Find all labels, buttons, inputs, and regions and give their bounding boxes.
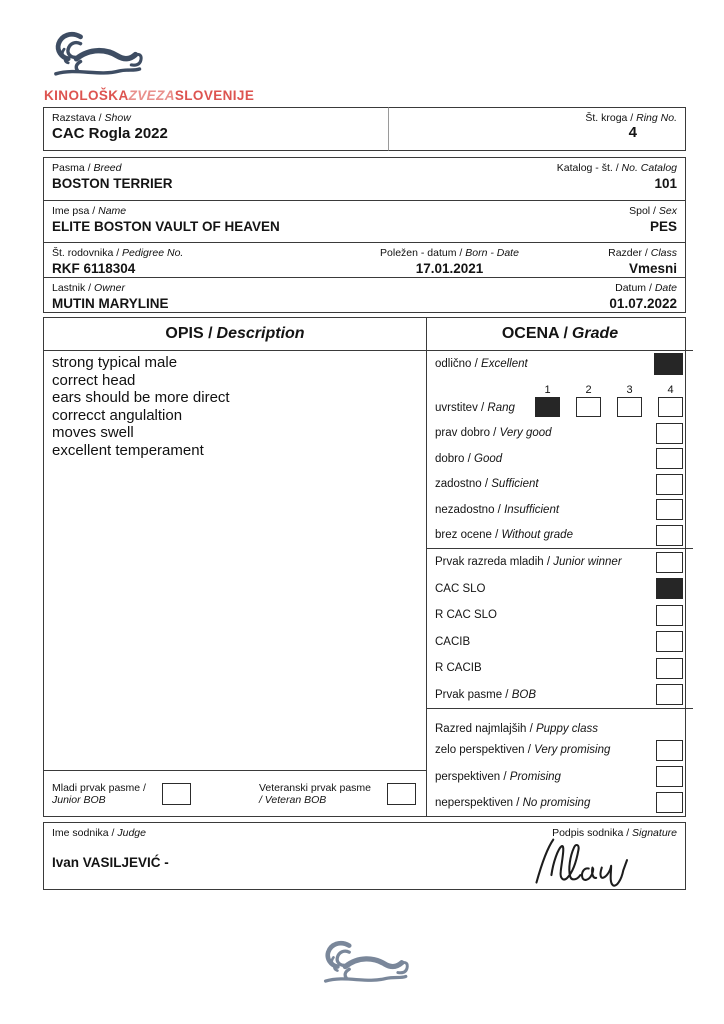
checkbox-excellent[interactable] [654,353,683,375]
excellent-label: odlično / Excellent [435,357,528,370]
dog-info-block [43,157,686,313]
class-label: Razder / Class [608,247,677,259]
grade-row-junior-winner [427,549,693,576]
good-label: dobro / Good [435,452,503,465]
dog-name-label: Ime psa / Name [52,205,127,217]
checkbox-bob[interactable] [656,684,683,705]
show-label: Razstava / Show [52,112,131,124]
catalog-label: Katalog - št. / No. Catalog [556,162,677,174]
checkbox-r-cac-slo[interactable] [656,605,683,626]
cacib-label: CACIB [435,635,471,648]
grade-row-excellent [427,351,693,377]
born-date-label: Poležen - datum / Born - Date [380,247,519,259]
rank-boxes [535,385,683,417]
checkbox-rank-3[interactable] [617,397,642,417]
description-line: moves swell [52,424,134,441]
checkbox-very-good[interactable] [656,423,683,444]
catalog-number-value: 101 [654,176,677,191]
description-line: strong typical male [52,354,178,371]
grade-block-puppy [427,709,693,816]
signature-label: Podpis sodnika / Signature [552,827,677,839]
show-row [43,107,686,151]
description-line: correcct angulaltion [52,406,183,424]
org-name-part-1: KINOLOŠKA [44,88,129,103]
kennel-club-lion-logo [49,26,145,86]
grade-block-titles [427,549,693,709]
cac-slo-label: CAC SLO [435,582,486,595]
class-value: Vmesni [628,261,677,276]
checkbox-rank-1[interactable] [535,397,560,417]
puppy-class-label: Razred najmlajših / Puppy class [435,723,598,736]
grade-row-r-cacib [427,655,693,682]
owner-row [44,277,685,312]
checkbox-very-promising[interactable] [656,740,683,761]
description-column [44,318,427,816]
dog-name-value: ELITE BOSTON VAULT OF HEAVEN [52,219,280,234]
sex-label: Spol / Sex [629,205,677,217]
checkbox-promising[interactable] [656,766,683,787]
grade-row-good [427,446,693,472]
veteran-bob-field [259,782,416,806]
judge-label: Ime sodnika / Judge [52,827,146,839]
junior-bob-label: Mladi prvak pasme / Junior BOB [52,781,146,806]
rank-2-number: 2 [585,383,592,396]
breed-label: Pasma / Breed [52,162,122,174]
description-line: correct head [52,371,136,389]
born-date-value: 17.01.2021 [415,261,484,276]
checkbox-good[interactable] [656,448,683,469]
veteran-bob-label: Veteranski prvak pasme / Veteran BOB [258,781,371,806]
description-header: OPIS / Description [44,318,426,351]
checkbox-rank-2[interactable] [576,397,601,417]
date-value: 01.07.2022 [609,296,677,311]
very-promising-label: zelo perspektiven / Very promising [435,744,611,757]
owner-label: Lastnik / Owner [52,282,125,294]
pedigree-label: Št. rodovnika / Pedigree No. [52,247,184,259]
checkbox-no-promising[interactable] [656,792,683,813]
checkbox-cacib[interactable] [656,631,683,652]
date-label: Datum / Date [615,282,677,294]
rank-3-number: 3 [626,383,633,396]
checkbox-rank-4[interactable] [658,397,683,417]
no-promising-label: neperspektiven / No promising [435,796,591,809]
grade-row-r-cac-slo [427,602,693,629]
checkbox-junior-bob[interactable] [162,783,191,805]
ring-field [388,107,686,151]
grade-block-quality [427,351,693,549]
judge-box [43,822,686,890]
grade-row-cacib [427,629,693,656]
owner-value: MUTIN MARYLINE [52,296,169,311]
junior-bob-field [52,782,191,806]
r-cacib-label: R CACIB [435,662,482,675]
description-line: ears should be more direct [52,389,230,406]
insufficient-label: nezadostno / Insufficient [435,503,560,516]
grade-row-very-promising [427,737,693,763]
rank-4-number: 4 [667,383,674,396]
rang-label: uvrstitev / Rang [435,401,515,414]
bob-label: Prvak pasme / BOB [435,688,536,701]
name-row [44,200,685,242]
rank-1-number: 1 [544,383,551,396]
grade-row-bob [427,682,693,709]
footer-lion-logo [319,936,411,992]
r-cac-slo-label: R CAC SLO [435,609,497,622]
grade-row-insufficient [427,497,693,523]
rank-4 [658,385,683,417]
checkbox-junior-winner[interactable] [656,552,683,573]
show-field [43,107,388,151]
description-text [44,351,426,770]
rank-3 [617,385,642,417]
grade-row-promising [427,764,693,790]
junior-winner-label: Prvak razreda mladih / Junior winner [435,556,622,569]
grade-row-no-promising [427,790,693,816]
grade-header: OCENA / Grade [427,318,693,351]
grade-row-very-good [427,421,693,447]
checkbox-without-grade[interactable] [656,525,683,546]
rank-2 [576,385,601,417]
grade-row-rang [427,377,693,421]
description-line: excellent temperament [52,441,204,459]
breed-value: BOSTON TERRIER [52,176,173,191]
pedigree-number-value: RKF 6118304 [52,261,136,276]
org-name [44,88,686,103]
checkbox-cac-slo[interactable] [656,578,683,599]
bob-row [44,770,426,816]
breed-row [44,158,685,200]
promising-label: perspektiven / Promising [435,770,561,783]
ring-label: Št. kroga / Ring No. [585,112,677,124]
grade-row-sufficient [427,472,693,498]
org-name-part-2: ZVEZA [128,88,175,103]
without-grade-label: brez ocene / Without grade [435,529,573,542]
checkbox-sufficient[interactable] [656,474,683,495]
checkbox-r-cacib[interactable] [656,658,683,679]
checkbox-veteran-bob[interactable] [387,783,416,805]
org-name-part-3: SLOVENIJE [174,88,255,103]
puppy-class-title [427,709,693,737]
grade-column [427,318,693,816]
sex-value: PES [649,219,677,234]
pedigree-row [44,242,685,277]
sufficient-label: zadostno / Sufficient [435,478,539,491]
ring-number-value: 4 [628,124,637,141]
grade-row-without-grade [427,523,693,549]
rank-1 [535,385,560,417]
very-good-label: prav dobro / Very good [435,427,552,440]
judge-name-value: Ivan VASILJEVIĆ - [52,855,169,870]
description-grade-table [43,317,686,817]
grade-row-cac-slo [427,576,693,603]
checkbox-insufficient[interactable] [656,499,683,520]
judge-signature [529,833,641,891]
show-value: CAC Rogla 2022 [52,125,168,142]
